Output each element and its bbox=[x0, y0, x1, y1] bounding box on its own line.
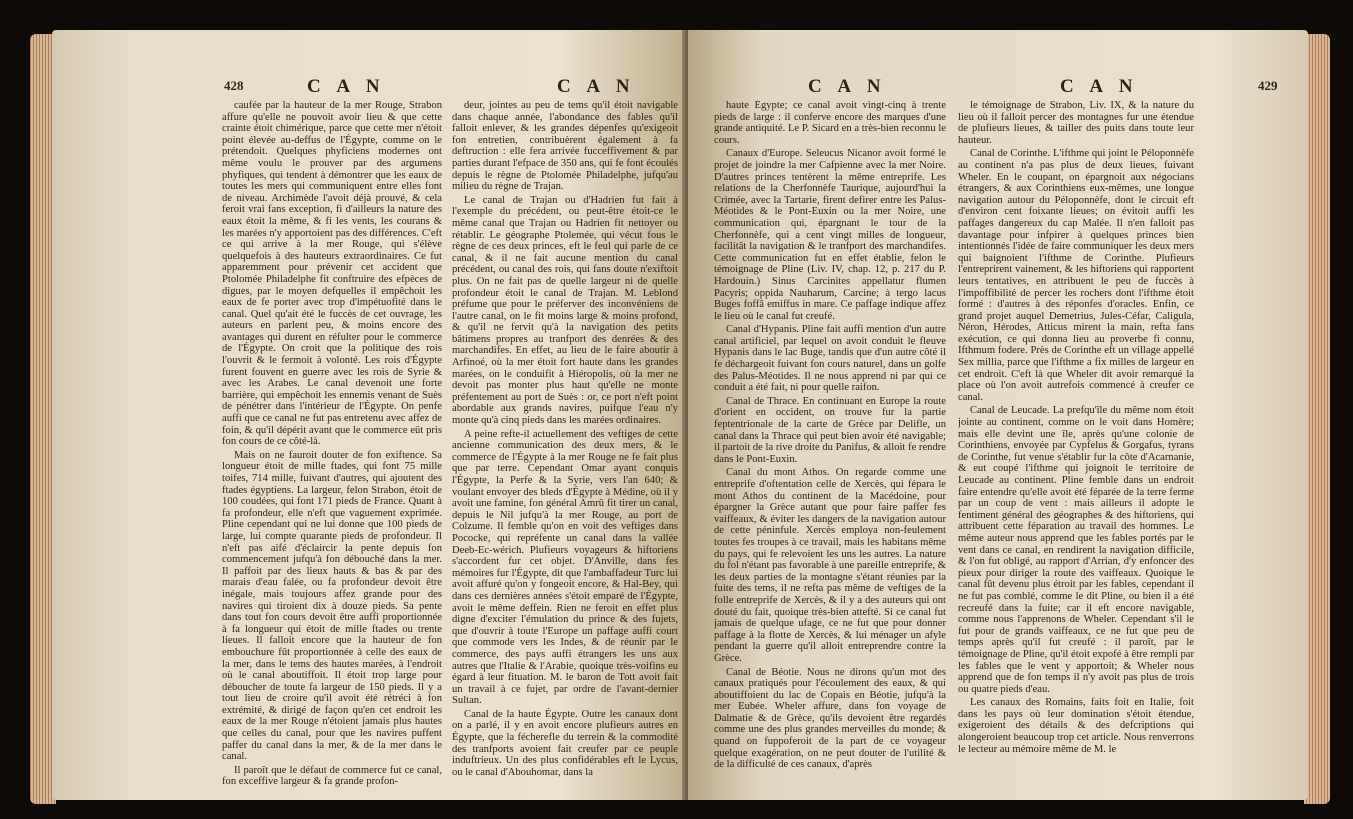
paragraph: A peine refte-il actuellement des veftiges de cette ancienne communication des deux mers, & le commerce de l'Égypte à la mer Rouge ne fe fait plus que par terre. Cependant Omar ayant conquis l'Égypte, la Perfe & la Syrie, vers l'an 640; & voulant envoyer des bleds d'Égypte à Médine, où il y avoit une famine, fon général Amrû fit tirer un canal, depuis le Nil jufqu'à la mer Rouge, au port de Colzume. Il femble qu'on en voit des veftiges dans Pococke, qui repréfente un canal dans la vallée Deeb-Ec-wérich. Plufieurs voyageurs & hiftoriens s'accordent fur cet objet. D'Anville, dans fes mémoires fur l'Égypte, dit que l'ambaffadeur Turc lui avoit affuré qu'on y fongeoit encore, & Hal-Bey, qui dans ces dernières années s'étoit emparé de l'Égypte, avoit le même deffein. Rien ne feroit en effet plus digne d'exciter l'émulation du prince & des fujets, que d'ouvrir à toute l'Europe un paffage auffi court que commode vers les Indes, & de réunir par le commerce, des pays auffi étrangers les uns aux autres que l'Italie & l'Arabie, quoique très-voifins eu égard à leur fituation. M. le baron de Tott avoit fait un travail à ce fujet, par ordre de l'avant-dernier Sultan. bbox=[452, 428, 678, 707]
right-page-column-1 bbox=[714, 100, 946, 790]
paragraph: Canal de Corinthe. L'ifthme qui joint le Péloponnèfe au continent n'a pas plus de deux lieues, fuivant Wheler. En le coupant, on épargnoit aux négocians étrangers, & aux Corinthiens eux-mêmes, une longue navigation autour du Péloponnèfe, dont le circuit eft d'environ cent foixante lieues; on évitoit auffi les paffages dangereux du cap Malée. Il n'en falloit pas davantage pour infpirer à quelques princes bien intentionnés l'idée de faire communiquer les deux mers qui baignoient l'ifthme de Corinthe. Plufieurs l'entreprirent vainement, & les hiftoriens qui rapportent leurs tentatives, en attribuent le peu de fuccès à l'impoffibilité de percer les rochers dont l'ifthme étoit formé : d'autres à des réponfes d'oracles. Enfin, ce grand projet auquel Demetrius, Jules-Céfar, Caligula, Néron, Hérodes, Atticus mirent la main, refta fans exécution, ce qui donna lieu au proverbe fi connu, Ifthmum fodere. Près de Corinthe eft un village appellé Sex millia, parce que l'ifthme a fix milles de largeur en cet endroit. C'eft là que Wheler dit avoir remarqué la place où l'on avoit autrefois commencé à creufer ce canal. bbox=[958, 148, 1194, 403]
paragraph: Canal du mont Athos. On regarde comme une entreprife d'oftentation celle de Xercès, qui fépara le mont Athos du continent de la Macédoine, pour épargner la Grèce autant que pour faire paffer fes vaiffeaux, & éviter les dangers de la navigation autour de cette péninfule. Xercès employa non-feulement toutes fes troupes à ce travail, mais les habitans même du pays, qui fe relevoient les uns les autres. La nature du fol n'étant pas favorable à une pareille entreprife, & les deux parties de la montagne s'étant réunies par la fuite des tems, il ne refta pas même de veftiges de la folle entreprife de Xercès, & il y a des auteurs qui ont douté du fait, quoique très-bien attefté. Si ce canal fut jamais de quelque ufage, ce ne fut que pour donner paffage à la flotte de Xercès, & lui ménager un afyle pendant la guerre qu'il alloit entreprendre contre la Grèce. bbox=[714, 467, 946, 664]
paragraph: caufée par la hauteur de la mer Rouge, Strabon affure qu'elle ne pouvoit avoir lieu & que cette crainte étoit chimérique, parce que cette mer n'étoit point élevée au-deffus de l'Égypte, comme on le prétendoit. Quelques phyficiens modernes ont même voulu le prouver par des argumens phyfiques, qui tendent à démontrer que les eaux de toutes les mers qui communiquent entre elles font de niveau. Archimède l'avoit déjà prouvé, & cela feroit vrai fans exception, fi d'ailleurs la nature des eaux étoit la même, & fi les vents, les courans & les marées n'y apportoient pas des différences. C'eft ce qui arrive à la mer Rouge, qui s'élève quelquefois à des hauteurs extraordinaires. Ce fut apparemment pour prévenir cet accident que Ptolomée Philadelphe fit conftruire des efpèces de digues, par le moyen defquelles il empêchoit les eaux de fe porter avec trop d'impétuofité dans le canal. Quel qu'ait été le fuccès de cet ouvrage, les auteurs en parlent peu, & moins encore des avantages qui durent en réfulter pour le commerce de l'Égypte. On croit que la politique des rois l'ouvrit & le fermoit à volonté. Les rois d'Égypte furent fouvent en guerre avec les rois de Syrie & avec les Arabes. Le canal devenoit une forte barrière, qui empêchoit les ennemis venant de Suès de pénétrer dans l'intérieur de l'Égypte. On penfe auffi que ce canal ne fut pas entretenu avec affez de foin, & qu'il dépérit avant que le commerce eût pris fon cours de ce côté-là. bbox=[222, 100, 442, 448]
paragraph: Canal de la haute Égypte. Outre les canaux dont on a parlé, il y en avoit encore plufieurs autres en Égypte, que la fécherefle du terrein & la commodité des tranfports avoient fait creufer par ce peuple induftrieux. Un des plus confidérables eft le Lycus, ou le canal d'Abouhomar, dans la bbox=[452, 708, 678, 778]
left-page-column-1 bbox=[222, 100, 442, 790]
paragraph: Canal de Leucade. La prefqu'île du même nom étoit jointe au continent, comme on le voit dans Homère; mais elle devint une île, après qu'une colonie de Corinthiens, envoyée par Cypfelus & Gorgafus, tyrans de Corinthe, fut venue s'établir fur la côte d'Acarnanie, & eut coupé l'ifthme qui joignoit le territoire de Leucade au continent. Pline femble dans un endroit faire entendre qu'elle avoit été féparée de la terre ferme par un coup de vent : mais ailleurs il adopte le fentiment général des géographes & des hiftoriens, qui attribuent cette féparation au travail des hommes. Le même auteur nous apprend que les fables portés par le vent dans ce canal, en rendirent la navigation difficile, & l'on fut obligé, au rapport d'Arrian, d'y enfoncer des pieux pour diriger la route des vaiffeaux. Quoique le canal fût devenu plus étroit par les fables, cependant il ne fut pas comblé, comme le dit Pline, ou bien il a été recreufé dans la fuite; car il eft encore navigable, comme nous l'apprenons de Wheler. Cependant s'il le fut pour de grands vaiffeaux, ce ne fut que peu de temps après qu'il fut creufé : il paroît, par le témoignage de Pline, qu'il étoit expofé à être rempli par les fables que le vent y apportoit; & Wheler nous apprend que de fon temps il n'y avoit pas plus de trois ou quatre pieds d'eau. bbox=[958, 405, 1194, 695]
running-head-left-2: C A N bbox=[557, 76, 636, 97]
left-page bbox=[52, 30, 688, 800]
paragraph: deur, jointes au peu de tems qu'il étoit navigable dans chaque année, l'abondance des fables qu'il falloit enlever, & les grandes dépenfes qu'exigeoit fon entretien, contribuèrent également à fa deftruction : elle fera arrivée fucceffivement & par parties durant l'efpace de 350 ans, qui fe font écoulés depuis le règne de Ptolomée Philadelphe, jufqu'au milieu du règne de Trajan. bbox=[452, 100, 678, 193]
page-number-left: 428 bbox=[224, 78, 244, 93]
paragraph: Mais on ne fauroit douter de fon exiftence. Sa longueur étoit de mille ftades, qui font 75 mille toifes, 714 mille, fuivant d'autres, qui ajoutent des ftades égyptiens. La largeur, felon Strabon, étoit de 100 coudées, qui font 171 pieds de France. Quant à fa profondeur, elle n'eft que vaguement exprimée. Pline cependant qui ne lui donne que 100 pieds de large, lui compte quarante pieds de profondeur. Il n'eft pas aifé d'éclaircir la pente depuis fon commencement jufqu'à fon débouché dans la mer. Il paffoit par des lieux hauts & bas & par des marais d'eau falée, ou fa profondeur devoit être inégale, mais toujours affez grande pour des navires qui tiroient dix à douze pieds. Sa pente dans tout fon cours devoit être auffi proportionnée à fa longueur qui étoit de mille ftades ou trente lieues. Il falloit encore que la hauteur de fon embouchure fût proportionnée à celle des eaux de la mer, dans le tems des hautes marées, à l'endroit où le canal aboutiffoit. Il étoit trop large pour déboucher de toute fa largeur de 150 pieds. Il y a tout lieu de croire qu'il avoit été rétréci à fon extrémité, & dirigé de façon qu'en cet endroit les eaux de la mer Rouge n'étoient jamais plus hautes que celles du canal, pour que les navires puffent paffer du canal dans la mer, & de la mer dans le canal. bbox=[222, 449, 442, 763]
running-head-right-2: C A N bbox=[1060, 76, 1139, 97]
paragraph: Canaux d'Europe. Seleucus Nicanor avoit formé le projet de joindre la mer Cafpienne avec la mer Noire. D'autres princes tentèrent la même entreprife. Les relations de la Cherfonnèfe Taurique, aujourd'hui la Crimée, avec la Tartarie, firent defirer entre les Palus-Méotides & le Pont-Euxin ou la mer Noire, une communication qui, épargnant le tour de la Cherfonnèfe, qui a cent vingt milles de longueur, facilitât la navigation & le tranfport des marchandifes. Cette communication fut en effet établie, felon le témoignage de Pline (Liv. IV, chap. 12, p. 217 du P. Hardouin.) Sinus Carcinites appellatur flumen Pacyris; oppida Nauharum, Carcine; à tergo lacus Buges foffâ emiffus in mare. Ce paffage indique affez le lieu où le canal fut creufé. bbox=[714, 148, 946, 322]
running-head-left-1: C A N bbox=[307, 76, 386, 97]
paragraph: Canal de Thrace. En continuant en Europe la route d'orient en occident, on trouve fur la partie feptentrionale de la carte de Grèce par Delifle, un canal dans la Thrace qui peut bien avoir été navigable; il partoit de la rive droite du Panifus, & alloit fe rendre dans le Pont-Euxin. bbox=[714, 395, 946, 465]
paragraph: Canal de Béotie. Nous ne dirons qu'un mot des canaux pratiqués pour l'écoulement des eaux, & qui aboutiffoient du lac de Copais en Béotie, jufqu'à la mer Eubée. Wheler affure, dans fon voyage de Dalmatie & de Grèce, qu'ils devoient être regardés comme une des plus grandes merveilles du monde; & quand on fuppoferoit de la part de ce voyageur quelque exagération, on ne peut douter de l'utilité & de la difficulté de ces canaux, d'après bbox=[714, 666, 946, 771]
left-page-column-2 bbox=[452, 100, 678, 790]
right-page bbox=[688, 30, 1308, 800]
paragraph: Le canal de Trajan ou d'Hadrien fut fait à l'exemple du précédent, ou peut-être étoit-ce le même canal que Trajan ou Hadrien fit nettoyer ou rétablir. Le géographe Ptolemée, qui vécut fous le règne de ces deux princes, eft le feul qui parle de ce canal, & il ne fait aucune mention du canal précédent, ou canal des rois, qui fans doute n'exiftoit plus. On ne fait pas de quelle largeur ni de quelle profondeur étoit le canal de Trajan. M. Leblond préfume que pour le préferver des inconvéniens de l'autre canal, on le fit moins large & moins profond, & qu'il ne fervit qu'à la navigation des petits bâtimens propres au tranfport des denrées & des marchandifes. En effet, au lieu de le faire aboutir à Arfinoé, où la mer étoit fort haute dans les grandes marées, on le conduifit à Hiéropolis, où la mer ne devoit pas monter plus haut qu'elle ne monte préfentement au port de Suès : or, ce port n'eft point abordable aux grands navires, puifque l'eau n'y monte qu'à cinq pieds dans les marées ordinaires. bbox=[452, 194, 678, 427]
right-page-column-2 bbox=[958, 100, 1194, 790]
open-book bbox=[30, 16, 1330, 811]
paragraph: haute Égypte; ce canal avoit vingt-cinq à trente pieds de large : il conferve encore des marques d'une grande antiquité. Le P. Sicard en a très-bien reconnu le cours. bbox=[714, 100, 946, 146]
running-head-right-1: C A N bbox=[808, 76, 887, 97]
paragraph: le témoignage de Strabon, Liv. IX, & la nature du lieu où il falloit percer des montagnes fur une étendue de plufieurs lieues, & tailler des puits dans toute leur hauteur. bbox=[958, 100, 1194, 146]
paragraph: Il paroît que le défaut de commerce fut ce canal, fon exceffive largeur & fa grande profon- bbox=[222, 764, 442, 788]
paragraph: Les canaux des Romains, faits foit en Italie, foit dans les pays où leur domination s'étoit étendue, exigeroient des détails & des defcriptions qui alongeroient beaucoup trop cet article. Nous renverrons le lecteur au mémoire même de M. le bbox=[958, 697, 1194, 755]
paragraph: Canal d'Hypanis. Pline fait auffi mention d'un autre canal artificiel, par lequel on avoit conduit le fleuve Hypanis dans le lac Buge, tandis que d'un autre côté il fe déchargeoit fuivant fon cours naturel, dans un golfe des Palus-Méotides. Il ne nous apprend ni par qui ce conduit a été fait, ni pour quelle raifon. bbox=[714, 324, 946, 394]
page-number-right: 429 bbox=[1258, 78, 1278, 93]
